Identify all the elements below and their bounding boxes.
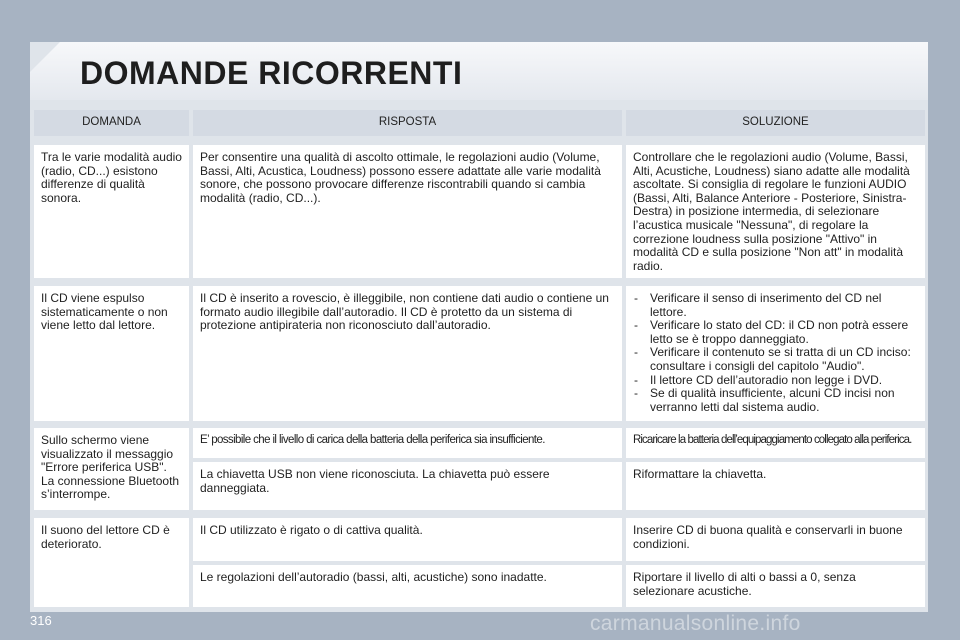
question-cell: Il suono del lettore CD è deteriorato. [34,518,189,607]
solution-cell: Inserire CD di buona qualità e conservarli in buone condizioni. [626,518,925,561]
list-item: - Verificare lo stato del CD: il CD non potrà essere letto se è troppo danneggiato. [633,319,919,346]
list-item: - Verificare il contenuto se si tratta di un CD inciso: consultare i consigli del capitolo "Audio". [633,346,919,373]
answer-cell: La chiavetta USB non viene riconosciuta. La chiavetta può essere danneggiata. [193,462,622,510]
question-cell: Tra le varie modalità audio (radio, CD...) esistono differenze di qualità sonora. [34,145,189,278]
question-cell: Sullo schermo viene visualizzato il messaggio "Errore periferica USB". La connessione Bluetooth s’interrompe. [34,428,189,510]
question-cell: Il CD viene espulso sistematicamente o non viene letto dal lettore. [34,286,189,421]
list-item: - Se di qualità insufficiente, alcuni CD incisi non verranno letti dal sistema audio. [633,387,919,414]
solution-cell: Ricaricare la batteria dell’equipaggiamento collegato alla periferica. [626,428,925,458]
solution-list [633,292,919,414]
answer-cell: Per consentire una qualità di ascolto ottimale, le regolazioni audio (Volume, Bassi, Alti, Acustica, Loudness) possono essere adattate alle varie modalità sonore, che possono provocare differenze riscontrabili quando si cambia modalità (radio, CD...). [193,145,622,278]
list-item: - Il lettore CD dell’autoradio non legge i DVD. [633,374,919,388]
solution-cell [626,286,925,421]
solution-cell: Riformattare la chiavetta. [626,462,925,510]
column-header-soluzione: SOLUZIONE [626,110,925,136]
column-header-risposta: RISPOSTA [193,110,622,136]
column-header-domanda: DOMANDA [34,110,189,136]
answer-cell: Il CD utilizzato è rigato o di cattiva qualità. [193,518,622,561]
page-title: DOMANDE RICORRENTI [80,55,463,91]
answer-cell: Le regolazioni dell’autoradio (bassi, alti, acustiche) sono inadatte. [193,565,622,607]
watermark: carmanualsonline.info [590,612,801,635]
solution-cell: Riportare il livello di alti o bassi a 0, senza selezionare acustiche. [626,565,925,607]
answer-cell: E’ possibile che il livello di carica della batteria della periferica sia insufficiente. [193,428,622,458]
solution-cell: Controllare che le regolazioni audio (Volume, Bassi, Alti, Acustiche, Loudness) siano adatte alle modalità ascoltate. Si consiglia di regolare le funzioni AUDIO (Bassi, Alti, Balance Anteriore - Posteriore, Sinistra-Destra) in posizione intermedia, di selezionare l’acustica musicale "Nessuna", di regolare la correzione loudness sulla posizione "Attivo" in modalità CD e sulla posizione "Non att" in modalità radio. [626,145,925,278]
page-number: 316 [30,613,52,628]
answer-cell: Il CD è inserito a rovescio, è illeggibile, non contiene dati audio o contiene un formato audio illegibile dall’autoradio. Il CD è protetto da un sistema di protezione antipirateria non riconosciuto dall’autoradio. [193,286,622,421]
list-item: - Verificare il senso di inserimento del CD nel lettore. [633,292,919,319]
